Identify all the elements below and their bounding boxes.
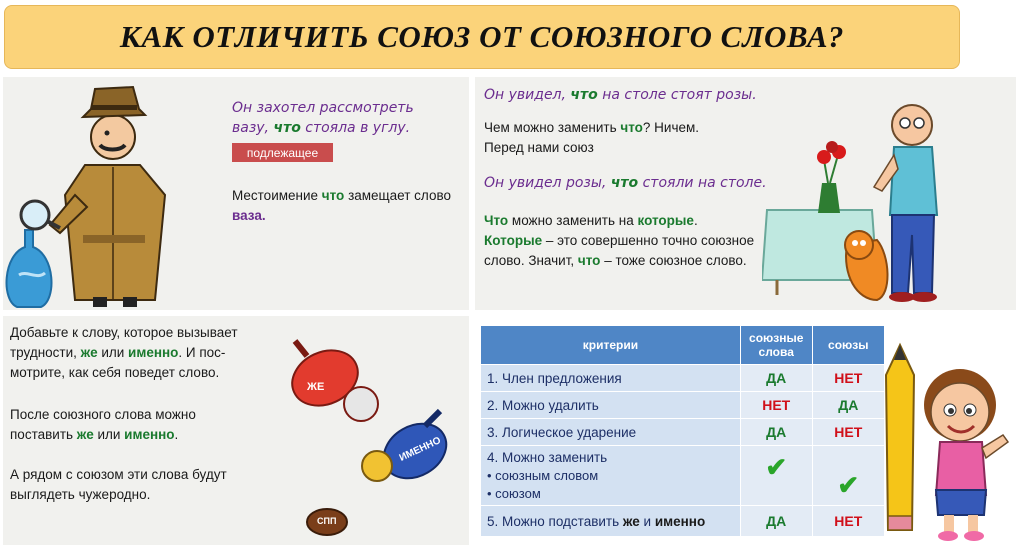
panel3-p2-l1: После союзного слова можно: [10, 407, 196, 422]
row5-and: и: [639, 513, 655, 529]
panel2-question: [484, 118, 784, 158]
title-banner: [4, 5, 960, 69]
panel1-expl-keyword: что: [321, 188, 345, 203]
panel2-l3-keyword: что: [577, 253, 601, 268]
panel3-tip: [10, 323, 260, 383]
ball-label: СПП: [317, 516, 337, 526]
check-icon: ✔: [837, 470, 860, 500]
panel2-q-post: ? Ничем.: [642, 120, 700, 135]
panel3-p3-l1: А рядом с союзом эти слова будут: [10, 467, 227, 482]
table-row: [481, 506, 885, 537]
header-col1-line2: слова: [758, 345, 794, 359]
panel2-l3-post: – тоже союзное слово.: [600, 253, 747, 268]
header-criteria: критерии: [481, 326, 741, 365]
subject-badge: подлежащее: [232, 143, 333, 162]
header-conjunctions: союзы: [812, 326, 884, 365]
row1-col2: НЕТ: [812, 365, 884, 392]
row4-line2: • союзным словом: [487, 467, 599, 483]
panel2-s2-post: стояли на столе.: [638, 175, 767, 191]
panel3-p2-zhe: же: [76, 427, 94, 442]
panel2-q2: Перед нами союз: [484, 140, 594, 155]
panel1-sentence-line2: [232, 118, 462, 138]
panel2-q-pre: Чем можно заменить: [484, 120, 621, 135]
panel3-p1-imenno: именно: [128, 345, 179, 360]
panel2-l1-keyword2: которые: [637, 213, 694, 228]
football-players-illustration: [265, 316, 475, 546]
panel3-p3-l2: выглядеть чужеродно.: [10, 487, 151, 502]
shirt-label-zhe: ЖЕ: [307, 381, 325, 393]
row4-line1: 4. Можно заменить: [487, 449, 608, 465]
check-icon: ✔: [765, 452, 788, 482]
panel3-p1-post: . И пос-: [178, 345, 226, 360]
panel3-p1-l1: Добавьте к слову, которое вызывает: [10, 325, 238, 340]
criteria-table: [480, 325, 885, 537]
panel1-expl-post: замещает слово: [344, 188, 451, 203]
row5-pre: 5. Можно подставить: [487, 513, 623, 529]
row4-criterion: [481, 446, 741, 506]
panel2-sentence2: [484, 173, 804, 193]
panel1-sentence-post: стояла в углу.: [300, 120, 411, 136]
panel3-after-relative: [10, 405, 260, 445]
row5-zhe: же: [622, 513, 640, 529]
panel1-expl-vaza: ваза.: [232, 208, 266, 223]
row3-col2: НЕТ: [812, 419, 884, 446]
header-col1-line1: союзные: [749, 331, 804, 345]
panel2-s1-pre: Он увидел,: [484, 87, 571, 103]
panel1-keyword-chto: что: [273, 120, 301, 136]
table-header-row: [481, 326, 885, 365]
row1-col1: ДА: [740, 365, 812, 392]
page-title: КАК ОТЛИЧИТЬ СОЮЗ ОТ СОЮЗНОГО СЛОВА?: [119, 19, 845, 54]
panel3-near-conjunction: [10, 465, 260, 505]
table-row: [481, 365, 885, 392]
panel3-p2-end: .: [174, 427, 179, 442]
panel2-l2-keyword: Которые: [484, 233, 543, 248]
panel1-expl-pre: Местоимение: [232, 188, 322, 203]
panel3-p1-or: или: [97, 345, 129, 360]
table-row: [481, 392, 885, 419]
row4-col1: [740, 446, 812, 506]
panel3-p1-zhe: же: [80, 345, 98, 360]
shirt-label-imenno: ИМЕННО: [397, 435, 443, 464]
panel2-s1-keyword: что: [570, 87, 598, 103]
row5-criterion: [481, 506, 741, 537]
row4-line3: • союзом: [487, 485, 541, 501]
table-row: [481, 419, 885, 446]
table-row: [481, 446, 885, 506]
panel1-sentence-pre: вазу,: [232, 120, 274, 136]
panel3-p2-imenno: именно: [124, 427, 175, 442]
panel2-l3-pre: слово. Значит,: [484, 253, 578, 268]
row2-col1: НЕТ: [740, 392, 812, 419]
panel1-sentence: [232, 98, 462, 138]
table-man-cat-illustration: [762, 95, 1017, 307]
girl-pencil-illustration: [868, 330, 1018, 545]
panel1-sentence-line1: Он захотел рассмотреть: [232, 100, 414, 116]
panel2-q-keyword: что: [620, 120, 643, 135]
panel1-explanation: [232, 186, 467, 226]
row3-criterion: 3. Логическое ударение: [481, 419, 741, 446]
detective-illustration: [5, 75, 205, 310]
panel2-l1-keyword: Что: [484, 213, 509, 228]
row1-criterion: 1. Член предложения: [481, 365, 741, 392]
header-relative-words: [740, 326, 812, 365]
panel2-l2-post: – это совершенно точно союзное: [542, 233, 755, 248]
panel2-l1-mid: можно заменить на: [508, 213, 638, 228]
panel3-p1-pre: трудности,: [10, 345, 81, 360]
panel2-explanation: [484, 211, 774, 271]
row5-col2: НЕТ: [812, 506, 884, 537]
panel3-p2-or: или: [93, 427, 125, 442]
row2-criterion: 2. Можно удалить: [481, 392, 741, 419]
row3-col1: ДА: [740, 419, 812, 446]
panel3-p2-pre: поставить: [10, 427, 77, 442]
panel2-s1-post: на столе стоят розы.: [597, 87, 757, 103]
row5-imenno: именно: [654, 513, 706, 529]
panel2-l1-end: .: [693, 213, 698, 228]
panel3-p1-l3: мотрите, как себя поведет слово.: [10, 365, 220, 380]
row5-col1: ДА: [740, 506, 812, 537]
row2-col2: ДА: [812, 392, 884, 419]
panel2-s2-keyword: что: [610, 175, 639, 191]
panel2-s2-pre: Он увидел розы,: [484, 175, 611, 191]
panel2-sentence1: [484, 85, 804, 105]
